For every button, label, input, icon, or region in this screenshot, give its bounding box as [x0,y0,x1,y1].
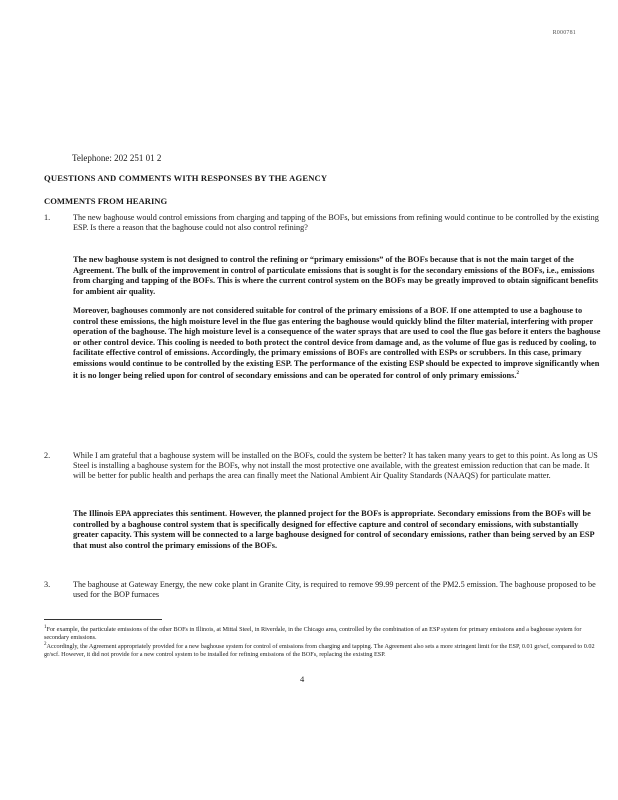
response-paragraph: The Illinois EPA appreciates this sentiment. However, the planned project for the BOFs is appropriate. Secondary emissions from the BOFs will be controlled by a baghouse control system that is specifically designed for effective capture and control of secondary emissions, with substantially greater capacity. This system will be connected to a large baghouse designed for control of secondary emissions, rather than being served by an ESP that must also control the primary emissions of the BOFs. [73,509,595,550]
item-number: 2. [44,451,51,460]
footnote-1: $^1$For example, the particulate emissions of the other BOFs in Illinois, at Mittal Steel, in Riverdale, in the Chicago area, controlled by the combination of an ESP system for primary emissions and a baghouse system for secondary emissions. [44,625,582,641]
response-paragraph: Moreover, baghouses commonly are not considered suitable for control of the primary emissions of a BOF. If one attempted to use a baghouse to control these emissions, the high moisture level in the flue gas entering the baghouse would quickly blind the filter material, interfering with proper operation of the baghouse. The high moisture level is a consequence of the water sprays that are used to cool the flue gas before it enters the baghouse or other control device. This cooling is needed to both protect the control device from damage and, as the volume of flue gas is reduced by cooling, to facilitate effective control of emissions. Accordingly, the primary emissions of BOFs are controlled with ESPs or scrubbers. In this case, primary emissions would continue to be controlled by the existing ESP. The performance of the existing ESP should be expected to improve significantly when it is no longer being relied upon for control of secondary emissions and can be operated for control of only primary emissions.$^2$ [73,306,601,380]
item-question: The new baghouse would control emissions from charging and tapping of the BOFs, but emissions from refining would continue to be controlled by the existing ESP. Is there a reason that the baghouse could not also control refining? [73,213,599,233]
section-heading: QUESTIONS AND COMMENTS WITH RESPONSES BY THE AGENCY [44,173,328,183]
telephone-line: Telephone: 202 251 01 2 [72,153,162,163]
item-response [73,255,603,381]
response-paragraph: The new baghouse system is not designed to control the refining or “primary emissions” of the BOFs because that is not the main target of the Agreement. The bulk of the improvement in control of particulate emissions that is sought is for the secondary emissions of the BOFs, i.e., emissions from charging and tapping of the BOFs. This is where the current control system on the BOFs may be greatly improved to obtain significant benefits for ambient air quality. [73,255,599,296]
bates-number: R000781 [552,30,576,36]
footnote-2: $^2$Accordingly, the Agreement appropriately provided for a new baghouse system for control of emissions from charging and tapping. The Agreement also sets a more stringent limit for the ESP, 0.01 gr/scf, compared to 0.02 gr/scf. However, it did not provide for a new control system to be installed for refining emissions of the BOFs, replacing the existing ESP. [44,642,595,658]
section-subheading: COMMENTS FROM HEARING [44,196,168,206]
item-question: While I am grateful that a baghouse system will be installed on the BOFs, could the system be better? It has taken many years to get to this point. As long as US Steel is installing a baghouse system for the BOFs, why not install the most protective one available, with the greatest emission reduction that can be made. It will be better for public health and perhaps the area can finally meet the National Ambient Air Quality Standards (NAAQS) for particulate matter. [73,451,598,481]
item-number: 1. [44,213,51,222]
footnote-ref: 2 [516,371,519,376]
item-number: 3. [44,580,51,589]
page-number: 4 [300,674,305,684]
item-question: The baghouse at Gateway Energy, the new coke plant in Granite City, is required to remove 99.99 percent of the PM2.5 emission. The baghouse proposed to be used for the BOP furnaces [73,580,596,600]
item-response [73,509,603,551]
footnote-divider [44,619,162,620]
